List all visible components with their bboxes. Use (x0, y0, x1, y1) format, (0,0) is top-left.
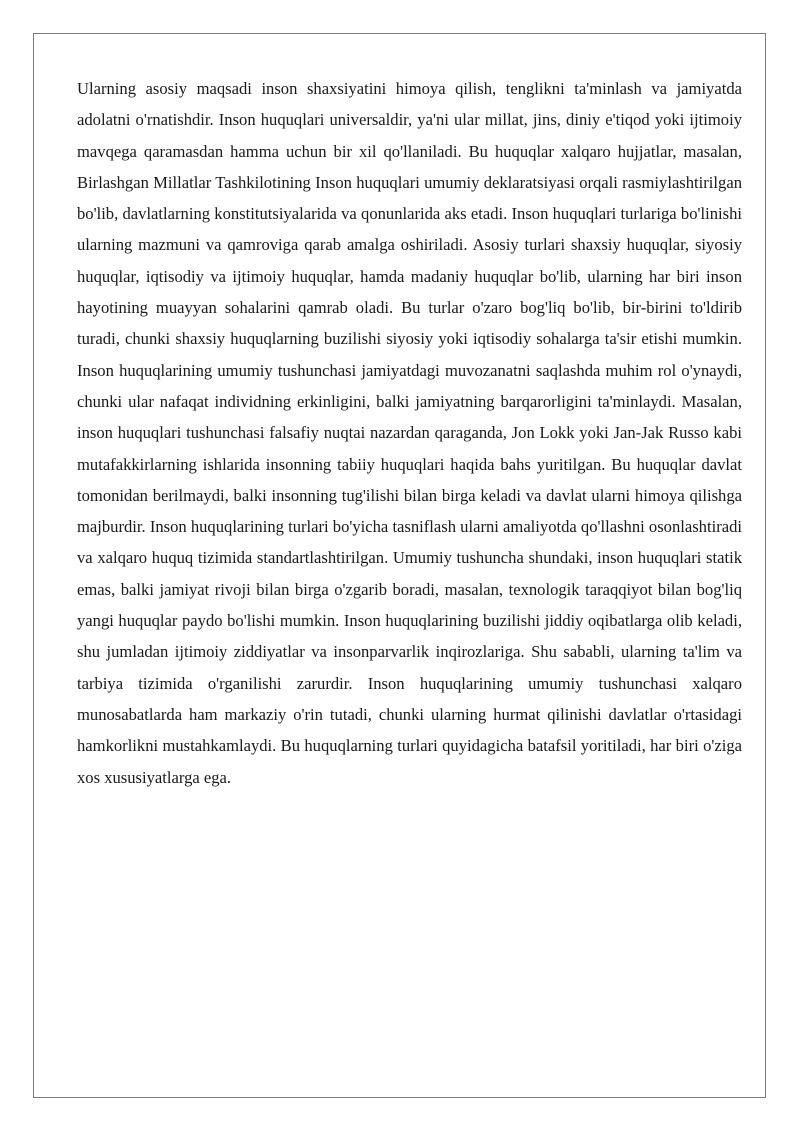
body-paragraph: Ularning asosiy maqsadi inson shaxsiyatini himoya qilish, tenglikni ta'minlash va jamiyatda adolatni o'rnatishdir. Inson huquqlari universaldir, ya'ni ular millat, jins, diniy e'tiqod yoki ijtimoiy mavqega qaramasdan hamma uchun bir xil qo'llaniladi. Bu huquqlar xalqaro hujjatlar, masalan, Birlashgan Millatlar Tashkilotining Inson huquqlari umumiy deklaratsiyasi orqali rasmiylashtirilgan bo'lib, davlatlarning konstitutsiyalarida va qonunlarida aks etadi. Inson huquqlari turlariga bo'linishi ularning mazmuni va qamroviga qarab amalga oshiriladi. Asosiy turlari shaxsiy huquqlar, siyosiy huquqlar, iqtisodiy va ijtimoiy huquqlar, hamda madaniy huquqlar bo'lib, ularning har biri inson hayotining muayyan sohalarini qamrab oladi. Bu turlar o'zaro bog'liq bo'lib, bir-birini to'ldirib turadi, chunki shaxsiy huquqlarning buzilishi siyosiy yoki iqtisodiy sohalarga ta'sir etishi mumkin. Inson huquqlarining umumiy tushunchasi jamiyatdagi muvozanatni saqlashda muhim rol o'ynaydi, chunki ular nafaqat individning erkinligini, balki jamiyatning barqarorligini ta'minlaydi. Masalan, inson huquqlari tushunchasi falsafiy nuqtai nazardan qaraganda, Jon Lokk yoki Jan-Jak Russo kabi mutafakkirlarning ishlarida insonning tabiiy huquqlari haqida bahs yuritilgan. Bu huquqlar davlat tomonidan berilmaydi, balki insonning tug'ilishi bilan birga keladi va davlat ularni himoya qilishga majburdir. Inson huquqlarining turlari bo'yicha tasniflash ularni amaliyotda qo'llashni osonlashtiradi va xalqaro huquq tizimida standartlashtirilgan. Umumiy tushuncha shundaki, inson huquqlari statik emas, balki jamiyat rivoji bilan birga o'zgarib boradi, masalan, texnologik taraqqiyot bilan bog'liq yangi huquqlar paydo bo'lishi mumkin. Inson huquqlarining buzilishi jiddiy oqibatlarga olib keladi, shu jumladan ijtimoiy ziddiyatlar va insonparvarlik inqirozlariga. Shu sababli, ularning ta'lim va tarbiya tizimida o'rganilishi zarurdir. Inson huquqlarining umumiy tushunchasi xalqaro munosabatlarda ham markaziy o'rin tutadi, chunki ularning hurmat qilinishi davlatlar o'rtasidagi hamkorlikni mustahkamlaydi. Bu huquqlarning turlari quyidagicha batafsil yoritiladi, har biri o'ziga xos xususiyatlarga ega. (77, 79, 742, 787)
